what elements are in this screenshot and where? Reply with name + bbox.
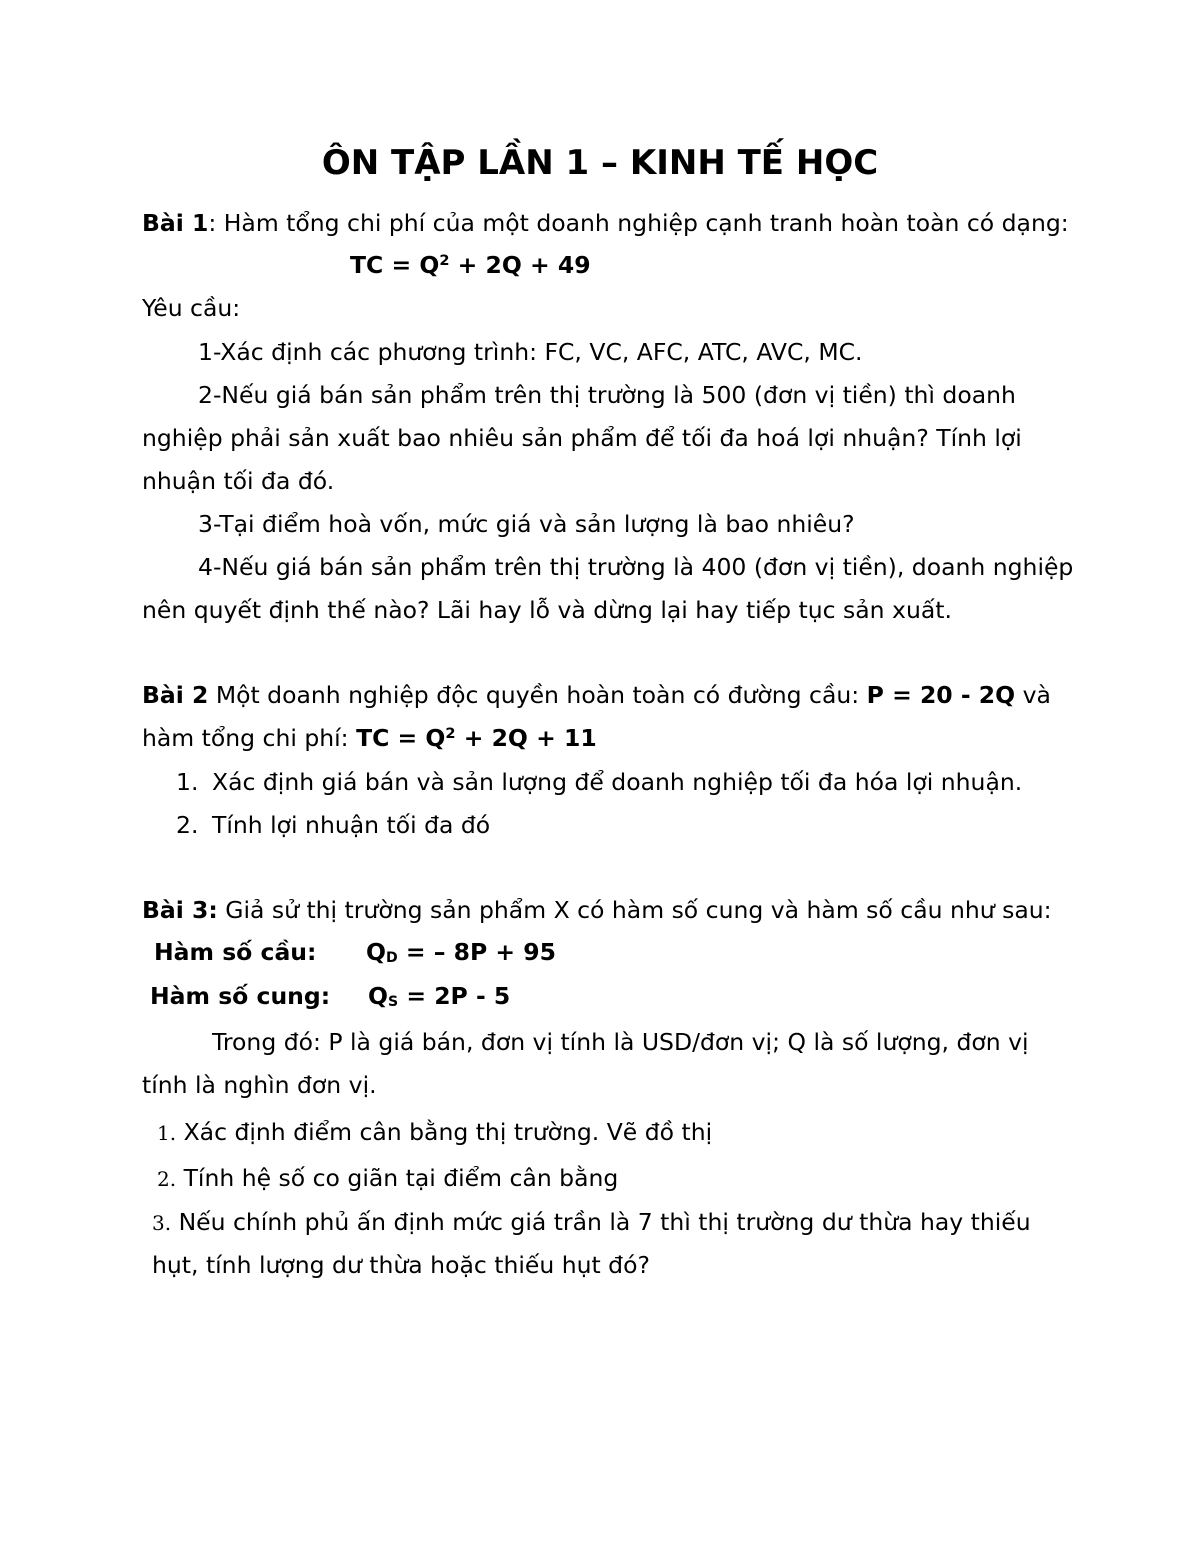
bai1-formula-exponent: 2 — [439, 252, 450, 269]
page-title: ÔN TẬP LẦN 1 – KINH TẾ HỌC — [321, 143, 879, 183]
bai3-item-3-text: Nếu chính phủ ấn định mức giá trần là 7 thì thị trường dư thừa hay thiếu — [178, 1208, 1031, 1236]
bai3-item-1-number: 1. — [157, 1121, 177, 1145]
bai3-item-2-number: 2. — [157, 1167, 177, 1191]
bai3-label: Bài 3: — [142, 896, 218, 924]
bai3-demand-subscript: D — [385, 950, 398, 967]
bai1-formula-lhs: TC = Q — [350, 251, 440, 279]
bai2-item-1: Xác định giá bán và sản lượng để doanh nghiệp tối đa hóa lợi nhuận. — [212, 768, 1023, 796]
bai2-va: và — [1015, 681, 1051, 709]
bai3-demand-formula — [366, 937, 556, 967]
bai2-intro-line — [142, 680, 1051, 710]
bai2-intro: Một doanh nghiệp độc quyền hoàn toàn có đường cầu: — [208, 681, 867, 709]
bai3-item-1 — [157, 1117, 712, 1148]
bai1-formula-rhs: + 2Q + 49 — [449, 251, 591, 279]
bai3-supply-label: Hàm số cung: — [150, 982, 331, 1010]
bai1-question-4-line2: nên quyết định thế nào? Lãi hay lỗ và dừng lại hay tiếp tục sản xuất. — [142, 596, 952, 624]
bai3-demand-label: Hàm số cầu: — [154, 938, 317, 966]
bai1-intro-line — [142, 208, 1069, 238]
bai1-question-2-line3: nhuận tối đa đó. — [142, 467, 335, 495]
bai2-tc-rhs: + 2Q + 11 — [455, 724, 597, 752]
bai3-supply-formula — [368, 981, 510, 1011]
bai2-item-2-number: 2. — [176, 811, 199, 839]
bai3-item-3-number: 3. — [152, 1211, 172, 1235]
bai3-demand-q: Q — [366, 938, 386, 966]
bai1-question-2-line1: 2-Nếu giá bán sản phẩm trên thị trường là 500 (đơn vị tiền) thì doanh — [198, 381, 1016, 409]
bai2-tc-lhs: TC = Q — [356, 724, 446, 752]
bai2-demand: P = 20 - 2Q — [866, 681, 1016, 709]
bai1-question-4-line1: 4-Nếu giá bán sản phẩm trên thị trường là 400 (đơn vị tiền), doanh nghiệp — [198, 553, 1074, 581]
bai2-item-2: Tính lợi nhuận tối đa đó — [212, 811, 491, 839]
bai2-cost-line — [142, 723, 597, 753]
bai3-intro-line — [142, 895, 1052, 925]
bai3-intro: Giả sử thị trường sản phẩm X có hàm số cung và hàm số cầu như sau: — [217, 896, 1052, 924]
bai1-label: Bài 1 — [142, 209, 209, 237]
bai1-question-3: 3-Tại điểm hoà vốn, mức giá và sản lượng là bao nhiêu? — [198, 510, 855, 538]
bai3-supply-subscript: S — [387, 994, 399, 1011]
bai3-item-2-text: Tính hệ số co giãn tại điểm cân bằng — [183, 1164, 619, 1192]
bai2-label: Bài 2 — [142, 681, 209, 709]
bai1-yeu-cau: Yêu cầu: — [142, 294, 241, 322]
bai3-item-3-line1 — [152, 1207, 1031, 1238]
bai1-intro: : Hàm tổng chi phí của một doanh nghiệp cạnh tranh hoàn toàn có dạng: — [208, 209, 1069, 237]
bai2-cost-text: hàm tổng chi phí: — [142, 724, 357, 752]
bai3-note-line1: Trong đó: P là giá bán, đơn vị tính là USD/đơn vị; Q là số lượng, đơn vị — [212, 1028, 1029, 1056]
bai3-item-3-line2: hụt, tính lượng dư thừa hoặc thiếu hụt đó? — [152, 1251, 650, 1279]
bai3-item-2 — [157, 1163, 618, 1194]
bai3-note-line2: tính là nghìn đơn vị. — [142, 1071, 377, 1099]
bai1-question-2-line2: nghiệp phải sản xuất bao nhiêu sản phẩm để tối đa hoá lợi nhuận? Tính lợi — [142, 424, 1022, 452]
bai1-question-1: 1-Xác định các phương trình: FC, VC, AFC, ATC, AVC, MC. — [198, 338, 863, 366]
bai2-tc-exponent: 2 — [445, 725, 456, 742]
bai1-formula — [350, 250, 591, 280]
bai3-supply-rhs: = 2P - 5 — [398, 982, 511, 1010]
bai3-demand-rhs: = – 8P + 95 — [397, 938, 557, 966]
bai3-supply-q: Q — [368, 982, 388, 1010]
bai2-item-1-number: 1. — [176, 768, 199, 796]
bai3-item-1-text: Xác định điểm cân bằng thị trường. Vẽ đồ thị — [183, 1118, 713, 1146]
